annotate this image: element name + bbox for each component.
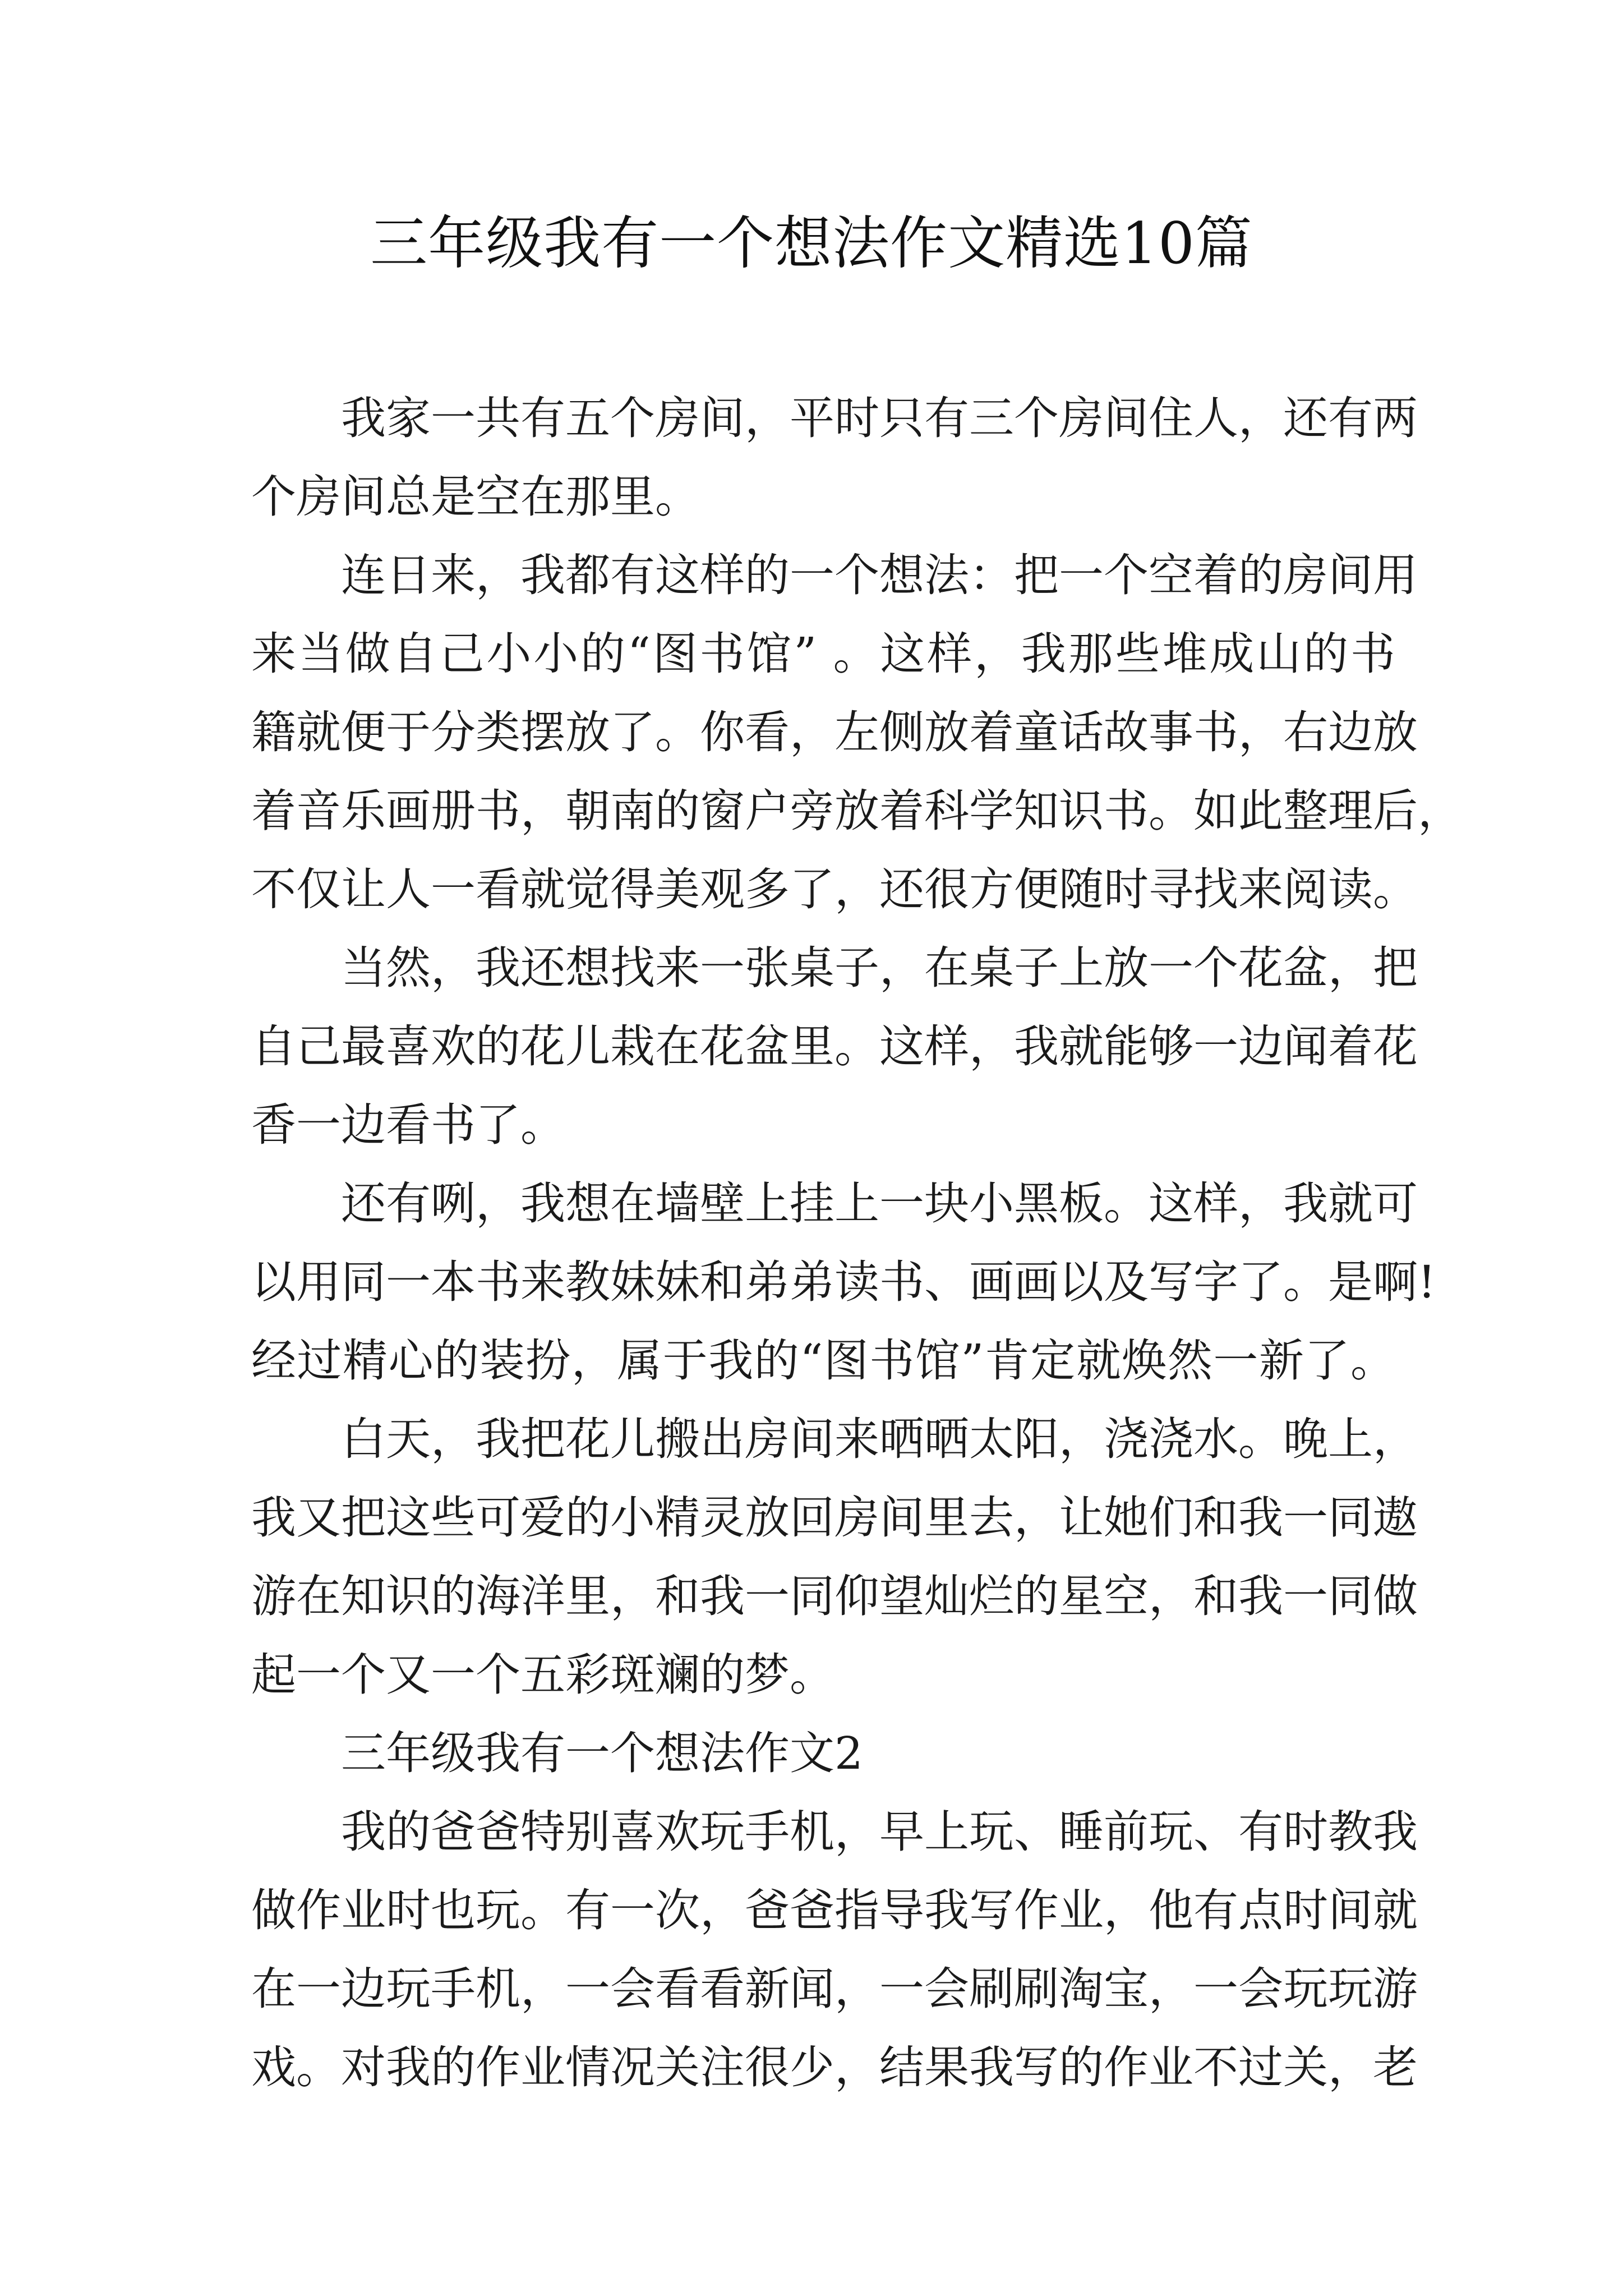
document-body — [251, 379, 1463, 2107]
text-line: 香一边看书了。 — [251, 1099, 565, 1151]
text-line: 白天，我把花儿搬出房间来晒晒太阳，浇浇水。晚上， — [341, 1413, 1418, 1465]
text-line: 我家一共有五个房间，平时只有三个房间住人，还有两 — [341, 392, 1418, 444]
text-line: 还有咧，我想在墙壁上挂上一块小黑板。这样，我就可 — [341, 1177, 1418, 1230]
text-line: 起一个又一个五彩斑斓的梦。 — [251, 1649, 834, 1701]
text-line: 戏。对我的作业情况关注很少，结果我写的作业不过关，老 — [251, 2041, 1418, 2093]
text-line: 游在知识的海洋里，和我一同仰望灿烂的星空，和我一同做 — [251, 1570, 1418, 1622]
text-line: 我又把这些可爱的小精灵放回房间里去，让她们和我一同遨 — [251, 1492, 1418, 1544]
text-line: 当然，我还想找来一张桌子，在桌子上放一个花盆，把 — [341, 942, 1418, 994]
text-line: 着音乐画册书，朝南的窗户旁放着科学知识书。如此整理后， — [251, 785, 1463, 837]
text-line: 不仅让人一看就觉得美观多了，还很方便随时寻找来阅读。 — [251, 863, 1418, 915]
text-line: 经过精心的装扮，属于我的“图书馆”肯定就焕然一新了。 — [251, 1335, 1395, 1387]
text-line: 以用同一本书来教妹妹和弟弟读书、画画以及写字了。是啊! — [251, 1256, 1436, 1308]
text-line: 我的爸爸特别喜欢玩手机，早上玩、睡前玩、有时教我 — [341, 1806, 1418, 1858]
text-line: 自己最喜欢的花儿栽在花盆里。这样，我就能够一边闻着花 — [251, 1020, 1418, 1073]
document-title: 三年级我有一个想法作文精选10篇 — [370, 210, 1253, 277]
text-line: 在一边玩手机，一会看看新闻，一会刷刷淘宝，一会玩玩游 — [251, 1963, 1418, 2015]
text-line: 做作业时也玩。有一次，爸爸指导我写作业，他有点时间就 — [251, 1884, 1418, 1936]
text-line: 籍就便于分类摆放了。你看，左侧放着童话故事书，右边放 — [251, 706, 1418, 758]
text-line: 个房间总是空在那里。 — [251, 471, 700, 523]
text-line: 连日来，我都有这样的一个想法：把一个空着的房间用 — [341, 549, 1418, 601]
text-line: 来当做自己小小的“图书馆” 。这样，我那些堆成山的书 — [251, 628, 1395, 680]
text-line: 三年级我有一个想法作文2 — [341, 1727, 863, 1779]
